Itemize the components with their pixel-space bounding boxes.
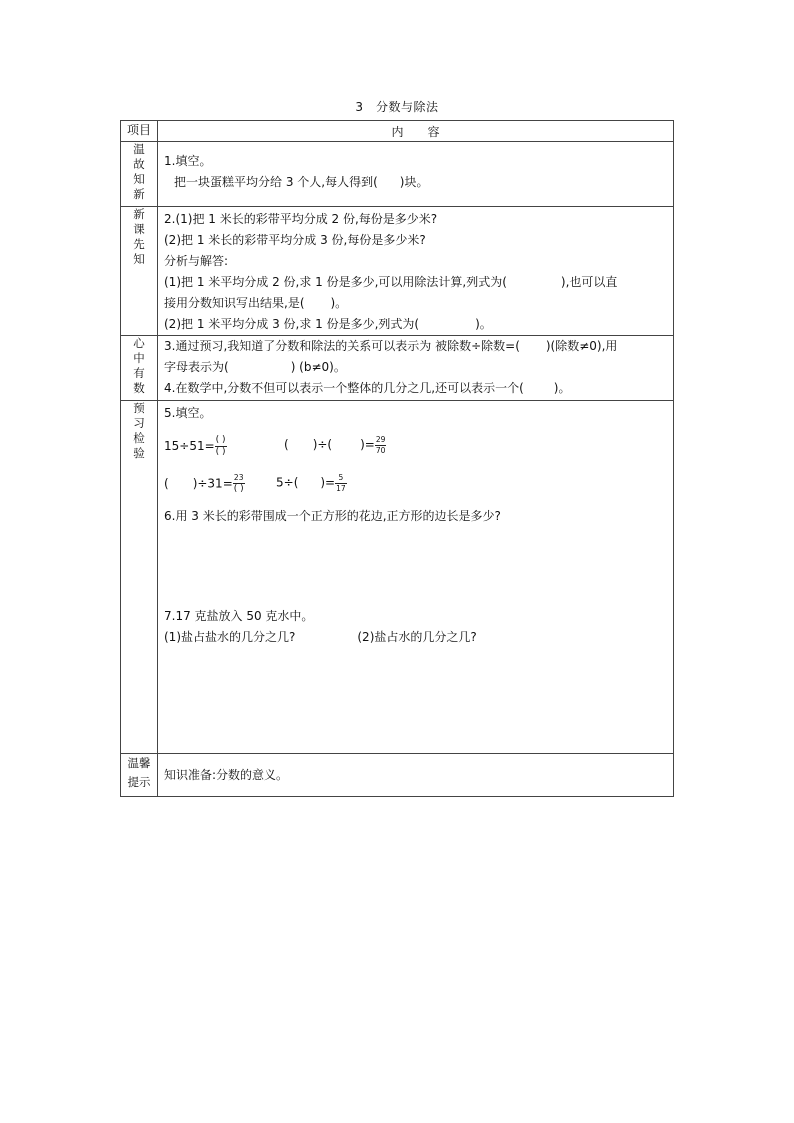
preview-label-cell [121,401,158,754]
review-row [121,142,674,207]
q7-sub2: (2)盐占水的几分之几? [357,630,477,644]
eq2-open: ( [284,437,289,452]
eq2-den: 70 [375,445,386,455]
page-title: 3 分数与除法 [355,100,439,114]
eq3-rest: )÷31= [192,476,233,491]
eq1-fraction [215,436,227,457]
tips-text: 知识准备:分数的意义。 [164,767,289,782]
answer2-line [158,314,673,335]
q6-text: 6.用 3 米长的彩带围成一个正方形的花边,正方形的边长是多少? [164,509,501,523]
q3-line2 [158,357,673,378]
review-content [158,142,674,207]
eq3-num: 23 [233,473,244,482]
eq3-fraction [233,474,245,494]
preview-row [121,401,674,754]
mind-label-cell [121,336,158,401]
q5-eq4 [276,474,347,492]
eq4-num: 5 [335,474,347,484]
eq3-den: ( ) [233,483,244,494]
preview-content [158,401,674,754]
answer2-part2: )。 [475,317,492,331]
answer1-part1: (1)把 1 米平均分成 2 份,求 1 份是多少,可以用除法计算,列式为( [164,275,507,289]
answer1-part4: )。 [330,296,348,310]
newlesson-row [121,207,674,336]
q4-part1: 4.在数学中,分数不但可以表示一个整体的几分之几,还可以表示一个( [164,381,524,395]
eq4-den: 17 [336,483,346,493]
header-content-label: 内 容 [391,124,440,139]
q3-line1 [158,336,673,357]
q7-sub1: (1)盐占盐水的几分之几? [164,630,296,644]
q5-title: 5.填空。 [164,406,212,420]
eq1-den: ( ) [215,447,226,457]
eq3-open: ( [164,476,169,491]
q2-line2: (2)把 1 米长的彩带平均分成 3 份,每份是多少米? [164,233,426,247]
eq2-num: 29 [375,435,386,444]
q5-eq3 [164,474,245,494]
q5-row1 [158,424,673,466]
review-label: 温故知新 [133,142,145,201]
header-content-cell [158,121,674,142]
header-item-label: 项目 [126,123,151,137]
eq2-fraction [375,436,387,454]
eq1-num: ( ) [215,435,226,445]
q3-part2: )(除数≠0),用 [545,339,618,353]
mind-content [158,336,674,401]
header-item-cell [121,121,158,142]
q2-line1: 2.(1)把 1 米长的彩带平均分成 2 份,每份是多少米? [164,212,438,226]
q1-text [158,172,673,193]
newlesson-label: 新课先知 [133,207,145,266]
q7-text: 7.17 克盐放入 50 克水中。 [164,609,314,623]
q6-answer-space [158,527,673,606]
tips-label-cell [121,754,158,797]
eq2-close: )= [360,437,375,452]
tips-label: 温馨提示 [127,756,151,789]
eq2-mid: )÷( [312,437,333,452]
answer1-line1 [158,272,673,293]
mind-row [121,336,674,401]
q4-line [158,378,673,399]
answer1-line2 [158,293,673,314]
q5-eq2 [284,436,386,454]
analysis-label: 分析与解答: [164,254,229,268]
q3-part3: 字母表示为( [164,360,229,374]
eq1-left: 15÷51= [164,439,215,453]
eq4-close: )= [320,475,336,490]
answer2-part1: (2)把 1 米平均分成 3 份,求 1 份是多少,列式为( [164,317,420,331]
q3-part4: ) (b≠0)。 [290,360,346,374]
header-row [121,121,674,142]
preview-label: 预习检验 [133,401,145,460]
worksheet-table [120,120,674,797]
q4-part2: )。 [553,381,571,395]
q7-subquestions [158,627,673,648]
newlesson-label-cell [121,207,158,336]
answer1-part2: ),也可以直 [560,275,618,289]
review-label-cell [121,142,158,207]
q5-row2 [158,466,673,506]
q1-title: 1.填空。 [164,154,212,168]
newlesson-content [158,207,674,336]
mind-label: 心中有数 [133,336,145,395]
eq4-left: 5÷( [276,475,299,490]
q1-text-b: )块。 [399,175,429,189]
answer1-part3: 接用分数知识写出结果,是( [164,296,305,310]
tips-content [158,754,674,797]
q3-part1: 3.通过预习,我知道了分数和除法的关系可以表示为 被除数÷除数=( [164,339,520,353]
q5-eq1 [164,436,227,457]
tips-row [121,754,674,797]
q1-text-a: 把一块蛋糕平均分给 3 个人,每人得到( [174,175,378,189]
eq4-fraction [335,474,347,492]
